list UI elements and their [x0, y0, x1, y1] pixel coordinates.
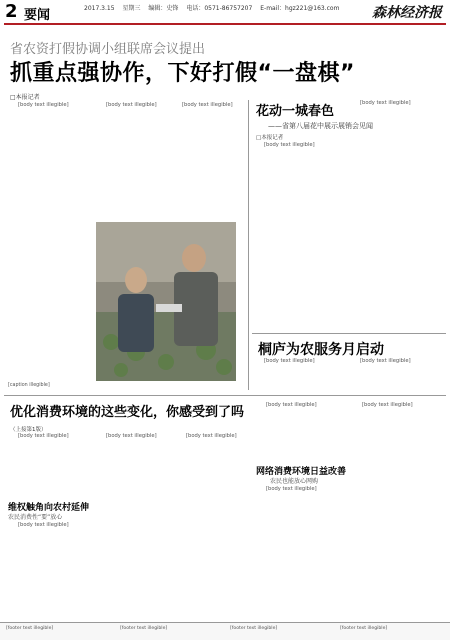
bottom-sub-2-title: 网络消费环境日益改善	[256, 467, 347, 477]
issue-weekday: 星期三	[122, 5, 141, 12]
main-story-body-3: [body text illegible]	[182, 102, 233, 108]
main-story-column-2	[96, 102, 168, 218]
bottom-story-column-3	[176, 433, 252, 620]
bottom-story-column-4b	[256, 486, 348, 620]
side-story-2-column-2	[350, 358, 444, 392]
footer-item-4: [footer text illegible]	[340, 626, 388, 631]
bottom-sub-1-title: 维权触角向农村延伸	[8, 503, 90, 513]
bottom-story-column-1b	[8, 522, 92, 620]
side-story-2-body-1: [body text illegible]	[264, 358, 315, 364]
section-label: 要闻	[24, 8, 51, 23]
side-story-2-body-2: [body text illegible]	[360, 358, 411, 364]
bottom-story-body-1b: [body text illegible]	[18, 522, 69, 528]
bottom-story-body-4b: [body text illegible]	[266, 486, 317, 492]
page-number: 2	[5, 1, 18, 22]
section-divider	[4, 395, 446, 396]
bottom-story-column-2	[96, 433, 172, 620]
side-story-1-column-2	[350, 100, 444, 330]
bottom-story-byline: （上接第1版）	[10, 427, 47, 433]
footer-item-2: [footer text illegible]	[120, 626, 168, 631]
side-story-1-column-1	[254, 142, 346, 330]
bottom-story-title: 优化消费环境的这些变化，你感受到了吗	[10, 405, 245, 420]
bottom-story-body-4a: [body text illegible]	[266, 402, 317, 408]
side-story-1-subtitle: ——省第八届花中展示展销会见闻	[268, 122, 373, 130]
photo-illustration	[96, 222, 236, 381]
paper-logo: 森林经济报	[372, 5, 442, 21]
photo-caption: [caption illegible]	[8, 383, 50, 388]
page-footer	[0, 622, 450, 640]
footer-item-3: [footer text illegible]	[230, 626, 278, 631]
editor-phone: 电话：0571-86757207	[186, 5, 253, 12]
bottom-story-column-5	[352, 402, 444, 620]
main-story-kicker: 省农资打假协调小组联席会议提出	[10, 42, 206, 57]
main-story-headline: 抓重点强协作，下好打假“一盘棋”	[10, 61, 355, 86]
main-story-column-1	[8, 102, 92, 380]
editor-name: 编辑：史锋	[148, 5, 179, 12]
bottom-story-column-1a	[8, 433, 92, 495]
news-photo	[96, 222, 236, 381]
bottom-story-body-2: [body text illegible]	[106, 433, 157, 439]
side-story-2-title: 桐庐为农服务月启动	[258, 342, 384, 358]
bottom-sub-1-subtitle: 农民消费性“要”放心	[8, 514, 63, 521]
side-story-1-body-1: [body text illegible]	[264, 142, 315, 148]
main-story-column-3	[172, 102, 244, 218]
footer-item-1: [footer text illegible]	[6, 626, 54, 631]
side-story-1-body-2: [body text illegible]	[360, 100, 411, 106]
side-story-1-byline: □本报记者	[256, 135, 284, 141]
side-divider	[252, 333, 446, 334]
main-story-body-2: [body text illegible]	[106, 102, 157, 108]
issue-date: 2017.3.15	[84, 5, 115, 12]
bottom-story-body-1a: [body text illegible]	[18, 433, 69, 439]
masthead	[0, 0, 450, 26]
side-story-2-column-1	[254, 358, 346, 392]
main-story-byline: □本报记者	[10, 94, 40, 101]
bottom-story-column-4a	[256, 402, 348, 460]
issue-meta	[84, 5, 345, 13]
bottom-story-body-3: [body text illegible]	[186, 433, 237, 439]
main-story-body-1: [body text illegible]	[18, 102, 69, 108]
masthead-rule	[4, 23, 446, 25]
column-divider	[248, 100, 249, 390]
bottom-story-body-5: [body text illegible]	[362, 402, 413, 408]
bottom-sub-2-subtitle: 农民也能放心网购	[270, 478, 319, 485]
editor-email: E-mail：hgz221@163.com	[260, 5, 340, 12]
side-story-1-title: 花动一城春色	[256, 104, 335, 119]
